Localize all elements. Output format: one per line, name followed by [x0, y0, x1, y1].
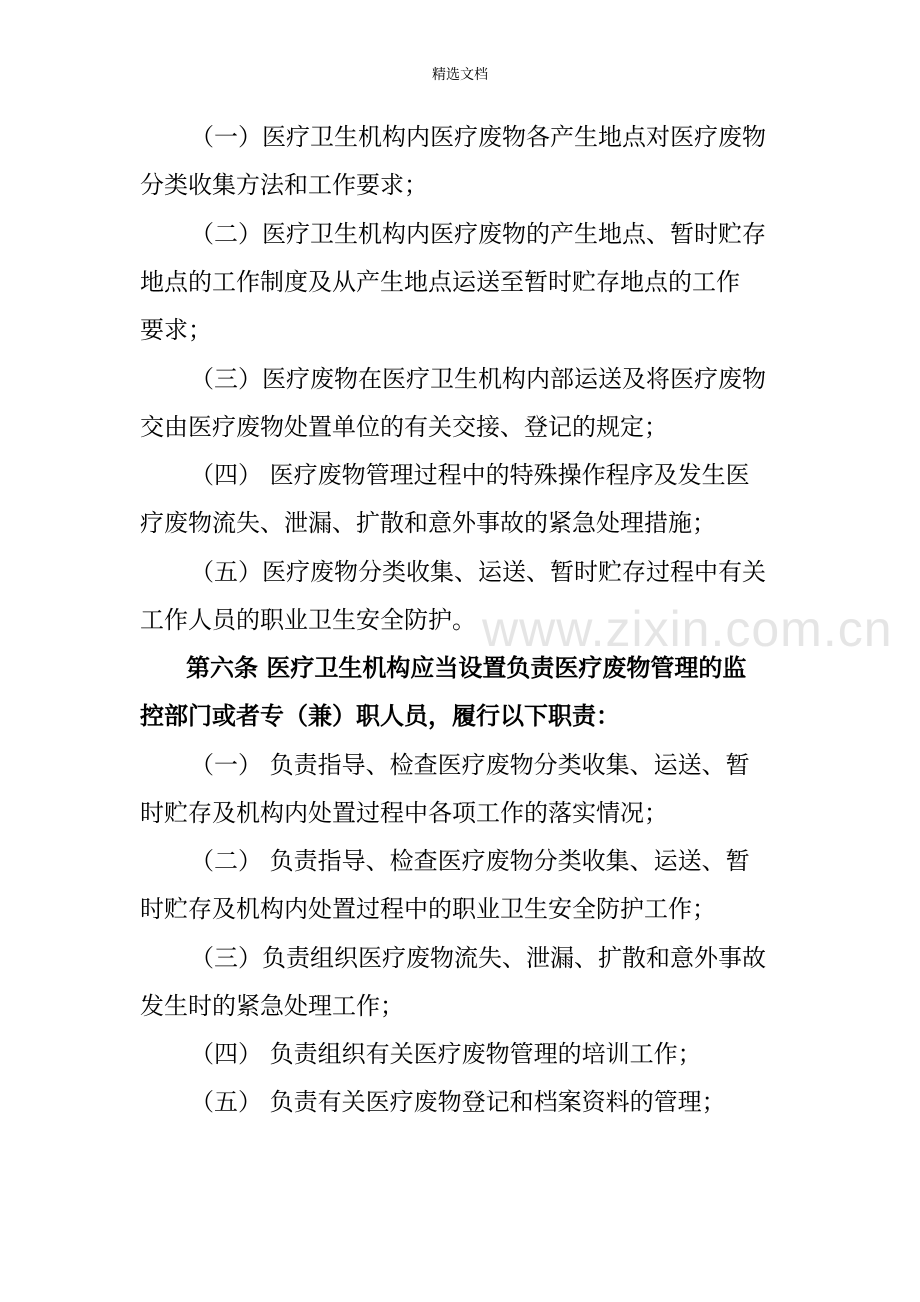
paragraph-line: 疗废物流失、泄漏、扩散和意外事故的紧急处理措施； — [140, 509, 716, 537]
paragraph-line: 地点的工作制度及从产生地点运送至暂时贮存地点的工作 — [140, 268, 740, 296]
page-header: 精选文档 — [432, 67, 488, 83]
paragraph-line: （四） 医疗废物管理过程中的特殊操作程序及发生医 — [190, 461, 750, 489]
article-heading-line: 控部门或者专（兼）职人员，履行以下职责： — [140, 702, 620, 730]
paragraph-line: 时贮存及机构内处置过程中的职业卫生安全防护工作； — [140, 895, 716, 923]
paragraph-line: （二） 负责指导、检查医疗废物分类收集、运送、暂 — [190, 847, 750, 875]
paragraph-line: （五）医疗废物分类收集、运送、暂时贮存过程中有关 — [190, 558, 766, 586]
paragraph-line: （四） 负责组织有关医疗废物管理的培训工作； — [190, 1040, 702, 1068]
paragraph-line: （三）负责组织医疗废物流失、泄漏、扩散和意外事故 — [190, 944, 766, 972]
article-heading-line: 第六条 医疗卫生机构应当设置负责医疗废物管理的监 — [186, 654, 747, 682]
watermark: www.zixin.com.cn — [482, 601, 893, 657]
paragraph-line: 分类收集方法和工作要求； — [140, 171, 428, 199]
paragraph-line: （二）医疗卫生机构内医疗废物的产生地点、暂时贮存 — [190, 220, 766, 248]
paragraph-line: （一）医疗卫生机构内医疗废物各产生地点对医疗废物 — [190, 123, 766, 151]
paragraph-line: （一） 负责指导、检查医疗废物分类收集、运送、暂 — [190, 751, 750, 779]
paragraph-line: （五） 负责有关医疗废物登记和档案资料的管理； — [190, 1088, 726, 1116]
paragraph-line: 工作人员的职业卫生安全防护。 — [140, 606, 476, 634]
paragraph-line: （三）医疗废物在医疗卫生机构内部运送及将医疗废物 — [190, 365, 766, 393]
paragraph-line: 发生时的紧急处理工作； — [140, 992, 404, 1020]
paragraph-line: 要求； — [140, 316, 212, 344]
paragraph-line: 时贮存及机构内处置过程中各项工作的落实情况； — [140, 799, 668, 827]
paragraph-line: 交由医疗废物处置单位的有关交接、登记的规定； — [140, 413, 668, 441]
